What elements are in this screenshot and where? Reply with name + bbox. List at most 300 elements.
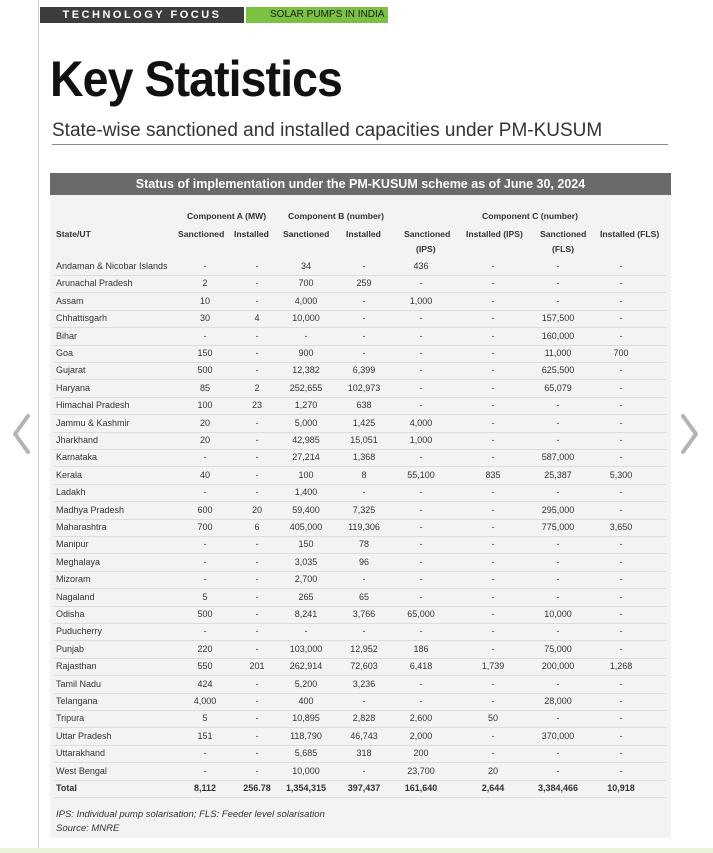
value-cell: - bbox=[419, 574, 423, 585]
state-name-cell: Bihar bbox=[56, 330, 78, 341]
value-cell: 42,985 bbox=[292, 435, 320, 445]
state-name-cell: Madhya Pradesh bbox=[56, 504, 125, 515]
value-cell: - bbox=[255, 609, 259, 619]
value-cell: - bbox=[419, 678, 423, 689]
value-cell: - bbox=[419, 696, 423, 706]
value-cell: 40 bbox=[199, 469, 211, 480]
value-cell: 186 bbox=[413, 643, 429, 654]
value-cell: - bbox=[255, 365, 259, 376]
value-cell: - bbox=[419, 330, 423, 341]
value-cell: - bbox=[419, 348, 423, 358]
value-cell: 295,000 bbox=[541, 504, 575, 515]
state-name-cell: Arunachal Pradesh bbox=[56, 278, 133, 289]
col-header-c-sanctioned-fls-sub: (FLS) bbox=[552, 244, 574, 254]
value-cell: 625,500 bbox=[541, 365, 575, 376]
value-cell: - bbox=[619, 748, 623, 759]
value-cell: 10,000 bbox=[292, 765, 320, 776]
chevron-left-icon bbox=[15, 416, 28, 452]
value-cell: 201 bbox=[249, 661, 265, 672]
value-cell: 5,200 bbox=[294, 678, 318, 689]
value-cell: - bbox=[419, 626, 423, 637]
page-subtitle: State-wise sanctioned and installed capacities under PM-KUSUM bbox=[52, 120, 603, 141]
table-row bbox=[50, 641, 671, 658]
value-cell: 2,700 bbox=[294, 574, 318, 585]
value-cell: 6,418 bbox=[409, 661, 433, 672]
table-source: Source: MNRE bbox=[56, 823, 120, 834]
value-cell: - bbox=[362, 696, 366, 706]
value-cell: 5 bbox=[202, 713, 208, 724]
value-cell: 2,644 bbox=[481, 783, 505, 793]
value-cell: 436 bbox=[413, 261, 429, 271]
table-row bbox=[50, 658, 671, 675]
value-cell: 1,739 bbox=[481, 661, 505, 672]
table-row bbox=[50, 449, 671, 466]
value-cell: - bbox=[491, 487, 495, 498]
table-row bbox=[50, 571, 671, 588]
table-row bbox=[50, 362, 671, 379]
value-cell: - bbox=[556, 417, 560, 428]
state-name-cell: Total bbox=[56, 783, 77, 793]
value-cell: - bbox=[362, 261, 366, 271]
table-row bbox=[50, 589, 671, 606]
col-header-state: State/UT bbox=[56, 229, 91, 239]
value-cell: - bbox=[619, 574, 623, 585]
value-cell: - bbox=[203, 330, 207, 341]
value-cell: 150 bbox=[197, 348, 213, 358]
value-cell: 587,000 bbox=[541, 452, 575, 463]
value-cell: 400 bbox=[298, 696, 314, 706]
value-cell: 3,766 bbox=[352, 609, 376, 619]
value-cell: - bbox=[491, 400, 495, 411]
state-name-cell: Mizoram bbox=[56, 574, 91, 585]
state-name-cell: Uttarakhand bbox=[56, 748, 106, 759]
value-cell: - bbox=[556, 574, 560, 585]
value-cell: 65 bbox=[358, 591, 370, 602]
value-cell: - bbox=[419, 504, 423, 515]
value-cell: - bbox=[362, 295, 366, 306]
state-name-cell: Chhattisgarh bbox=[56, 313, 108, 324]
value-cell: - bbox=[619, 295, 623, 306]
value-cell: 2,600 bbox=[409, 713, 433, 724]
col-header-b-sanctioned: Sanctioned bbox=[283, 229, 330, 239]
value-cell: 23,700 bbox=[407, 765, 435, 776]
value-cell: 500 bbox=[197, 609, 213, 619]
page-left-rule bbox=[38, 0, 39, 853]
value-cell: 65,079 bbox=[544, 382, 572, 393]
value-cell: - bbox=[255, 626, 259, 637]
row-divider bbox=[54, 797, 667, 798]
value-cell: - bbox=[419, 400, 423, 411]
value-cell: - bbox=[362, 574, 366, 585]
table-row bbox=[50, 536, 671, 553]
table-row bbox=[50, 345, 671, 362]
value-cell: 259 bbox=[356, 278, 372, 289]
value-cell: 20 bbox=[251, 504, 263, 515]
state-name-cell: Karnataka bbox=[56, 452, 98, 463]
col-header-c-installed-ips: Installed (IPS) bbox=[466, 229, 523, 239]
value-cell: 30 bbox=[199, 313, 211, 324]
value-cell: - bbox=[556, 539, 560, 550]
group-header-component-c: Component C (number) bbox=[482, 211, 578, 221]
value-cell: 550 bbox=[197, 661, 213, 672]
value-cell: - bbox=[619, 365, 623, 376]
value-cell: 72,603 bbox=[350, 661, 378, 672]
value-cell: 25,387 bbox=[544, 469, 572, 480]
value-cell: - bbox=[203, 626, 207, 637]
value-cell: 28,000 bbox=[544, 696, 572, 706]
value-cell: - bbox=[362, 487, 366, 498]
value-cell: 10,000 bbox=[544, 609, 572, 619]
value-cell: 118,790 bbox=[290, 730, 322, 741]
group-header-component-b: Component B (number) bbox=[288, 211, 384, 221]
state-name-cell: Manipur bbox=[56, 539, 89, 550]
value-cell: 100 bbox=[197, 400, 213, 411]
value-cell: 370,000 bbox=[541, 730, 575, 741]
table-row bbox=[50, 519, 671, 536]
value-cell: - bbox=[419, 556, 423, 567]
value-cell: - bbox=[255, 591, 259, 602]
table-row bbox=[50, 397, 671, 414]
value-cell: - bbox=[491, 591, 495, 602]
value-cell: - bbox=[255, 487, 259, 498]
value-cell: 12,952 bbox=[350, 643, 378, 654]
value-cell: - bbox=[255, 278, 259, 289]
value-cell: - bbox=[619, 400, 623, 411]
value-cell: 8,241 bbox=[294, 609, 318, 619]
value-cell: - bbox=[491, 539, 495, 550]
table-row bbox=[50, 676, 671, 693]
state-name-cell: Assam bbox=[56, 295, 84, 306]
value-cell: 10,000 bbox=[292, 313, 320, 324]
value-cell: 8,112 bbox=[193, 783, 217, 793]
table-row bbox=[50, 502, 671, 519]
state-name-cell: Meghalaya bbox=[56, 556, 101, 567]
value-cell: 775,000 bbox=[541, 522, 575, 532]
chevron-right-icon bbox=[683, 416, 696, 452]
value-cell: - bbox=[203, 261, 207, 271]
value-cell: - bbox=[362, 626, 366, 637]
value-cell: 10,918 bbox=[607, 783, 635, 793]
state-name-cell: Gujarat bbox=[56, 365, 86, 376]
value-cell: - bbox=[419, 452, 423, 463]
value-cell: 2,828 bbox=[352, 713, 376, 724]
value-cell: - bbox=[619, 591, 623, 602]
state-name-cell: Jharkhand bbox=[56, 435, 99, 445]
value-cell: - bbox=[556, 626, 560, 637]
value-cell: - bbox=[619, 713, 623, 724]
table-row bbox=[50, 763, 671, 780]
value-cell: 20 bbox=[199, 417, 211, 428]
value-cell: 220 bbox=[197, 643, 213, 654]
value-cell: 5,685 bbox=[294, 748, 318, 759]
value-cell: 15,051 bbox=[350, 435, 378, 445]
value-cell: - bbox=[255, 643, 259, 654]
value-cell: 34 bbox=[300, 261, 312, 271]
value-cell: 157,500 bbox=[541, 313, 575, 324]
value-cell: 6,399 bbox=[352, 365, 376, 376]
table-heading: Status of implementation under the PM-KUSUM scheme as of June 30, 2024 bbox=[50, 173, 671, 195]
value-cell: - bbox=[419, 539, 423, 550]
value-cell: 262,914 bbox=[289, 661, 323, 672]
table-row bbox=[50, 328, 671, 345]
value-cell: - bbox=[491, 574, 495, 585]
col-header-c-sanctioned-ips-sub: (IPS) bbox=[416, 244, 436, 254]
section-tag: TECHNOLOGY FOCUS bbox=[40, 7, 244, 23]
value-cell: 20 bbox=[487, 765, 499, 776]
value-cell: 7,325 bbox=[352, 504, 376, 515]
col-header-b-installed: Installed bbox=[346, 229, 381, 239]
col-header-c-sanctioned-ips: Sanctioned bbox=[404, 229, 451, 239]
value-cell: 23 bbox=[251, 400, 263, 411]
value-cell: - bbox=[556, 765, 560, 776]
value-cell: - bbox=[619, 487, 623, 498]
col-header-a-sanctioned: Sanctioned bbox=[178, 229, 225, 239]
value-cell: - bbox=[491, 748, 495, 759]
state-name-cell: Uttar Pradesh bbox=[56, 730, 112, 741]
value-cell: - bbox=[255, 748, 259, 759]
value-cell: 700 bbox=[298, 278, 314, 289]
value-cell: - bbox=[255, 574, 259, 585]
value-cell: 2,000 bbox=[409, 730, 433, 741]
value-cell: - bbox=[491, 330, 495, 341]
value-cell: - bbox=[491, 730, 495, 741]
value-cell: 900 bbox=[298, 348, 314, 358]
value-cell: - bbox=[419, 522, 423, 532]
table-row bbox=[50, 432, 671, 449]
value-cell: 65,000 bbox=[407, 609, 435, 619]
value-cell: 6 bbox=[254, 522, 260, 532]
value-cell: 600 bbox=[197, 504, 213, 515]
value-cell: - bbox=[491, 295, 495, 306]
value-cell: - bbox=[419, 382, 423, 393]
value-cell: - bbox=[491, 365, 495, 376]
value-cell: - bbox=[556, 591, 560, 602]
col-header-a-installed: Installed bbox=[234, 229, 269, 239]
value-cell: - bbox=[619, 382, 623, 393]
value-cell: 1,368 bbox=[352, 452, 376, 463]
value-cell: 59,400 bbox=[292, 504, 320, 515]
value-cell: 200,000 bbox=[541, 661, 575, 672]
group-header-component-a: Component A (MW) bbox=[187, 211, 267, 221]
value-cell: - bbox=[619, 730, 623, 741]
value-cell: - bbox=[203, 452, 207, 463]
value-cell: - bbox=[619, 539, 623, 550]
value-cell: - bbox=[255, 539, 259, 550]
value-cell: 252,655 bbox=[289, 382, 323, 393]
prev-page-button[interactable] bbox=[10, 410, 32, 458]
value-cell: - bbox=[419, 313, 423, 324]
value-cell: 100 bbox=[298, 469, 314, 480]
value-cell: - bbox=[619, 696, 623, 706]
value-cell: 85 bbox=[199, 382, 211, 393]
value-cell: - bbox=[619, 678, 623, 689]
value-cell: - bbox=[619, 643, 623, 654]
value-cell: - bbox=[556, 713, 560, 724]
value-cell: - bbox=[255, 452, 259, 463]
value-cell: 10,895 bbox=[292, 713, 320, 724]
statistics-table-panel bbox=[50, 173, 671, 838]
value-cell: 4 bbox=[254, 313, 260, 324]
value-cell: - bbox=[304, 626, 308, 637]
value-cell: 27,214 bbox=[292, 452, 320, 463]
value-cell: 500 bbox=[197, 365, 213, 376]
state-name-cell: West Bengal bbox=[56, 765, 107, 776]
value-cell: - bbox=[619, 765, 623, 776]
value-cell: - bbox=[203, 748, 207, 759]
table-total-row bbox=[50, 780, 671, 797]
value-cell: 700 bbox=[613, 348, 629, 358]
value-cell: - bbox=[556, 487, 560, 498]
value-cell: 5,000 bbox=[294, 417, 318, 428]
value-cell: 405,000 bbox=[289, 522, 323, 532]
value-cell: 3,384,466 bbox=[537, 783, 579, 793]
value-cell: 11,000 bbox=[544, 348, 572, 358]
value-cell: - bbox=[556, 400, 560, 411]
value-cell: - bbox=[255, 696, 259, 706]
state-name-cell: Odisha bbox=[56, 609, 85, 619]
value-cell: - bbox=[255, 713, 259, 724]
state-name-cell: Maharashtra bbox=[56, 522, 107, 532]
state-name-cell: Kerala bbox=[56, 469, 83, 480]
value-cell: - bbox=[203, 539, 207, 550]
value-cell: - bbox=[491, 609, 495, 619]
value-cell: - bbox=[491, 696, 495, 706]
table-row bbox=[50, 693, 671, 710]
value-cell: 12,382 bbox=[292, 365, 320, 376]
value-cell: 3,236 bbox=[352, 678, 376, 689]
value-cell: - bbox=[619, 609, 623, 619]
subtitle-divider bbox=[52, 144, 668, 145]
value-cell: 96 bbox=[358, 556, 370, 567]
value-cell: 10 bbox=[199, 295, 211, 306]
value-cell: 78 bbox=[358, 539, 370, 550]
value-cell: 161,640 bbox=[404, 783, 438, 793]
value-cell: 1,000 bbox=[409, 435, 433, 445]
value-cell: 160,000 bbox=[541, 330, 575, 341]
value-cell: - bbox=[491, 348, 495, 358]
value-cell: - bbox=[255, 765, 259, 776]
value-cell: 75,000 bbox=[544, 643, 572, 654]
state-name-cell: Tripura bbox=[56, 713, 85, 724]
value-cell: - bbox=[491, 417, 495, 428]
value-cell: 1,354,315 bbox=[285, 783, 327, 793]
table-row bbox=[50, 728, 671, 745]
value-cell: 200 bbox=[413, 748, 429, 759]
value-cell: - bbox=[255, 348, 259, 358]
value-cell: 1,425 bbox=[352, 417, 376, 428]
table-row bbox=[50, 606, 671, 623]
value-cell: - bbox=[419, 487, 423, 498]
value-cell: 20 bbox=[199, 435, 211, 445]
value-cell: - bbox=[255, 469, 259, 480]
value-cell: 2 bbox=[202, 278, 208, 289]
value-cell: - bbox=[491, 435, 495, 445]
value-cell: - bbox=[491, 382, 495, 393]
value-cell: - bbox=[556, 295, 560, 306]
state-name-cell: Nagaland bbox=[56, 591, 95, 602]
state-name-cell: Haryana bbox=[56, 382, 91, 393]
table-row bbox=[50, 710, 671, 727]
value-cell: 1,270 bbox=[294, 400, 318, 411]
value-cell: - bbox=[619, 435, 623, 445]
table-row bbox=[50, 554, 671, 571]
page-title: Key Statistics bbox=[50, 51, 342, 107]
value-cell: - bbox=[255, 261, 259, 271]
value-cell: 151 bbox=[197, 730, 213, 741]
value-cell: - bbox=[255, 730, 259, 741]
value-cell: - bbox=[362, 313, 366, 324]
value-cell: 256.78 bbox=[243, 783, 271, 793]
value-cell: 424 bbox=[197, 678, 213, 689]
value-cell: - bbox=[419, 278, 423, 289]
value-cell: - bbox=[203, 574, 207, 585]
value-cell: - bbox=[619, 313, 623, 324]
value-cell: - bbox=[203, 556, 207, 567]
value-cell: - bbox=[255, 435, 259, 445]
value-cell: 8 bbox=[361, 469, 367, 480]
value-cell: 5,300 bbox=[609, 469, 633, 480]
value-cell: 700 bbox=[197, 522, 213, 532]
value-cell: - bbox=[203, 487, 207, 498]
value-cell: 835 bbox=[485, 469, 501, 480]
value-cell: - bbox=[255, 556, 259, 567]
value-cell: 397,437 bbox=[347, 783, 381, 793]
value-cell: - bbox=[491, 278, 495, 289]
table-row bbox=[50, 467, 671, 484]
state-name-cell: Jammu & Kashmir bbox=[56, 417, 130, 428]
state-name-cell: Punjab bbox=[56, 643, 85, 654]
value-cell: - bbox=[255, 678, 259, 689]
value-cell: 1,268 bbox=[609, 661, 633, 672]
topic-tag: SOLAR PUMPS IN INDIA bbox=[246, 7, 388, 23]
value-cell: - bbox=[491, 504, 495, 515]
value-cell: 2 bbox=[254, 382, 260, 393]
value-cell: - bbox=[556, 278, 560, 289]
value-cell: - bbox=[304, 330, 308, 341]
value-cell: - bbox=[419, 365, 423, 376]
col-header-c-sanctioned-fls: Sanctioned bbox=[540, 229, 587, 239]
value-cell: - bbox=[619, 504, 623, 515]
value-cell: 1,400 bbox=[294, 487, 318, 498]
value-cell: - bbox=[556, 556, 560, 567]
value-cell: - bbox=[255, 295, 259, 306]
table-row bbox=[50, 258, 671, 275]
value-cell: - bbox=[255, 417, 259, 428]
value-cell: - bbox=[362, 765, 366, 776]
value-cell: - bbox=[491, 626, 495, 637]
value-cell: 4,000 bbox=[193, 696, 217, 706]
value-cell: 55,100 bbox=[407, 469, 435, 480]
value-cell: 119,306 bbox=[348, 522, 380, 532]
col-header-c-installed-fls: Installed (FLS) bbox=[600, 229, 660, 239]
state-name-cell: Puducherry bbox=[56, 626, 103, 637]
value-cell: - bbox=[491, 678, 495, 689]
value-cell: 3,650 bbox=[609, 522, 633, 532]
value-cell: 103,000 bbox=[289, 643, 323, 654]
next-page-button[interactable] bbox=[679, 410, 701, 458]
state-name-cell: Rajasthan bbox=[56, 661, 97, 672]
value-cell: - bbox=[491, 643, 495, 654]
value-cell: - bbox=[491, 313, 495, 324]
page-bottom-band bbox=[0, 848, 713, 853]
table-row bbox=[50, 380, 671, 397]
value-cell: - bbox=[556, 678, 560, 689]
value-cell: - bbox=[556, 748, 560, 759]
value-cell: 265 bbox=[298, 591, 314, 602]
value-cell: - bbox=[203, 765, 207, 776]
table-row bbox=[50, 745, 671, 762]
value-cell: 4,000 bbox=[294, 295, 318, 306]
